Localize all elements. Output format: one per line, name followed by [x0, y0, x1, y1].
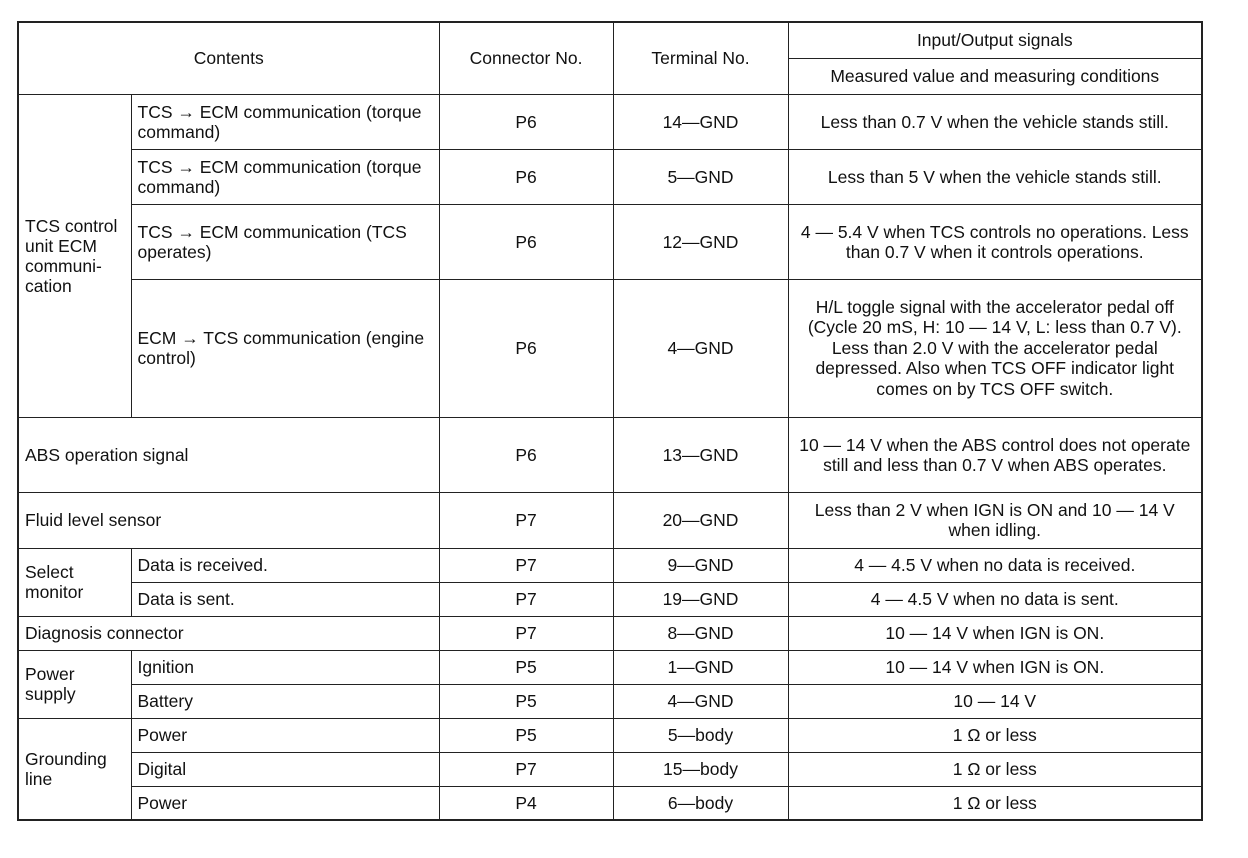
row-terminal: 13—GND: [613, 417, 788, 492]
row-terminal: 4—GND: [613, 684, 788, 718]
row-terminal: 8—GND: [613, 616, 788, 650]
row-content: ECM → TCS communication (engine control): [131, 279, 439, 417]
group-select-monitor: Select monitor: [18, 548, 131, 616]
row-connector: P7: [439, 492, 613, 548]
row-terminal: 12—GND: [613, 204, 788, 279]
header-measured: Measured value and measuring conditions: [788, 58, 1202, 94]
row-content: Data is received.: [131, 548, 439, 582]
group-grounding-line: Grounding line: [18, 718, 131, 820]
row-content: TCS → ECM communication (TCS operates): [131, 204, 439, 279]
table-row: [18, 718, 1202, 752]
group-tcs-ecm: TCS control unit ECM communi-cation: [18, 94, 131, 417]
row-content: Ignition: [131, 650, 439, 684]
group-power-supply: Power supply: [18, 650, 131, 718]
table-row: [18, 786, 1202, 820]
row-signal: 10 — 14 V when IGN is ON.: [788, 650, 1202, 684]
table-row: [18, 149, 1202, 204]
table-row: [18, 279, 1202, 417]
row-terminal: 20—GND: [613, 492, 788, 548]
row-terminal: 19—GND: [613, 582, 788, 616]
table-row: [18, 582, 1202, 616]
row-signal: 4 — 4.5 V when no data is received.: [788, 548, 1202, 582]
row-content: Power: [131, 786, 439, 820]
row-signal: 1 Ω or less: [788, 786, 1202, 820]
row-content: Digital: [131, 752, 439, 786]
row-terminal: 1—GND: [613, 650, 788, 684]
io-signal-table: [17, 21, 1203, 821]
table-row: [18, 650, 1202, 684]
table-row: [18, 492, 1202, 548]
row-signal: 4 — 4.5 V when no data is sent.: [788, 582, 1202, 616]
row-content: TCS → ECM communication (torque command): [131, 94, 439, 149]
row-signal: 4 — 5.4 V when TCS controls no operations. Less than 0.7 V when it controls operations.: [788, 204, 1202, 279]
row-signal: H/L toggle signal with the accelerator pedal off (Cycle 20 mS, H: 10 — 14 V, L: less than 0.7 V). Less than 2.0 V with the accelerator pedal depressed. Also when TCS OFF indicator light comes on by TCS OFF switch.: [788, 279, 1202, 417]
row-content: Power: [131, 718, 439, 752]
row-terminal: 5—body: [613, 718, 788, 752]
row-connector: P6: [439, 204, 613, 279]
row-signal: Less than 2 V when IGN is ON and 10 — 14 V when idling.: [788, 492, 1202, 548]
row-terminal: 9—GND: [613, 548, 788, 582]
row-connector: P7: [439, 616, 613, 650]
row-terminal: 4—GND: [613, 279, 788, 417]
row-content: Diagnosis connector: [18, 616, 439, 650]
row-signal: 1 Ω or less: [788, 718, 1202, 752]
row-connector: P7: [439, 752, 613, 786]
row-content: Fluid level sensor: [18, 492, 439, 548]
row-signal: 1 Ω or less: [788, 752, 1202, 786]
row-signal: Less than 0.7 V when the vehicle stands still.: [788, 94, 1202, 149]
table-row: [18, 684, 1202, 718]
row-signal: 10 — 14 V: [788, 684, 1202, 718]
row-terminal: 6—body: [613, 786, 788, 820]
header-contents: Contents: [18, 22, 439, 94]
table-row: [18, 94, 1202, 149]
table-row: [18, 417, 1202, 492]
header-row: [18, 22, 1202, 58]
row-connector: P6: [439, 94, 613, 149]
row-connector: P5: [439, 650, 613, 684]
table-row: [18, 616, 1202, 650]
row-terminal: 5—GND: [613, 149, 788, 204]
row-connector: P7: [439, 548, 613, 582]
row-connector: P7: [439, 582, 613, 616]
row-content: TCS → ECM communication (torque command): [131, 149, 439, 204]
row-signal: Less than 5 V when the vehicle stands still.: [788, 149, 1202, 204]
header-connector: Connector No.: [439, 22, 613, 94]
row-content: ABS operation signal: [18, 417, 439, 492]
table-row: [18, 204, 1202, 279]
row-connector: P6: [439, 417, 613, 492]
header-io-signals: Input/Output signals: [788, 22, 1202, 58]
row-terminal: 15—body: [613, 752, 788, 786]
row-connector: P6: [439, 149, 613, 204]
row-signal: 10 — 14 V when IGN is ON.: [788, 616, 1202, 650]
row-connector: P4: [439, 786, 613, 820]
header-terminal: Terminal No.: [613, 22, 788, 94]
row-terminal: 14—GND: [613, 94, 788, 149]
row-content: Battery: [131, 684, 439, 718]
table-row: [18, 548, 1202, 582]
row-signal: 10 — 14 V when the ABS control does not operate still and less than 0.7 V when ABS operates.: [788, 417, 1202, 492]
row-content: Data is sent.: [131, 582, 439, 616]
row-connector: P5: [439, 718, 613, 752]
row-connector: P5: [439, 684, 613, 718]
row-connector: P6: [439, 279, 613, 417]
table-row: [18, 752, 1202, 786]
